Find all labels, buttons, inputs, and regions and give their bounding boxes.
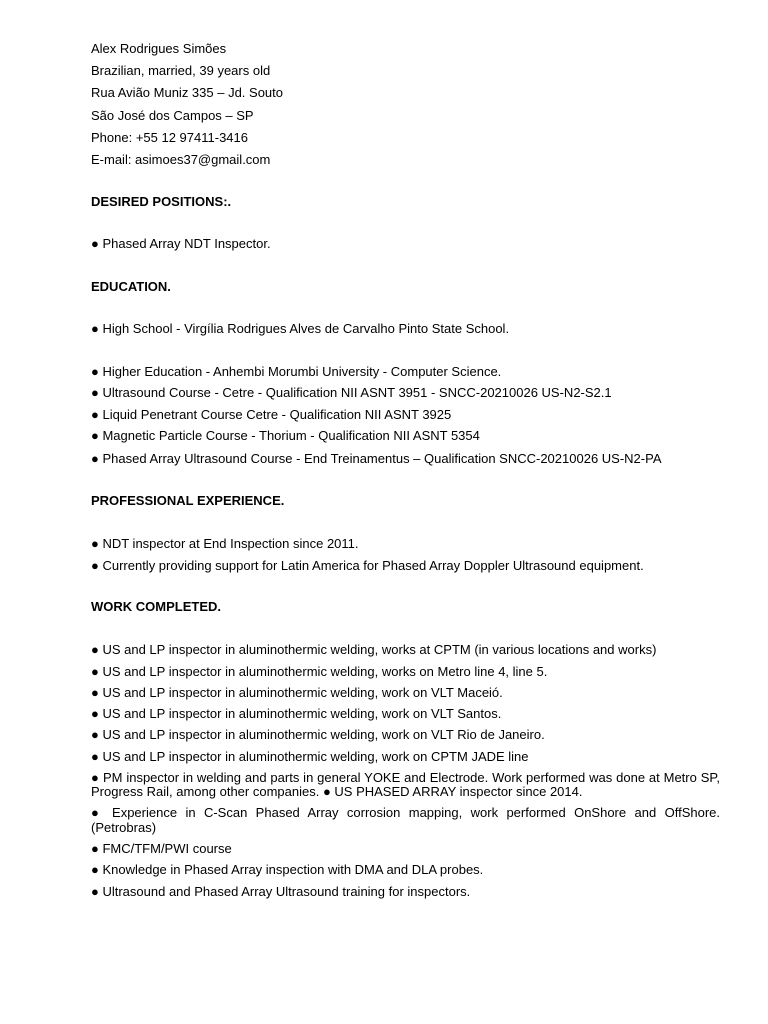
list-item: ● US and LP inspector in aluminothermic welding, works on Metro line 4, line 5. bbox=[91, 664, 548, 679]
paragraph-line: ● PM inspector in welding and parts in general YOKE and Electrode. Work performed was done at Metro SP, bbox=[91, 770, 720, 785]
list-item: ● High School - Virgília Rodrigues Alves de Carvalho Pinto State School. bbox=[91, 321, 510, 336]
address-street: Rua Avião Muniz 335 – Jd. Souto bbox=[91, 85, 283, 100]
section-heading: WORK COMPLETED. bbox=[91, 599, 221, 614]
list-item: ● US and LP inspector in aluminothermic welding, work on VLT Maceió. bbox=[91, 685, 503, 700]
list-item: ● Phased Array Ultrasound Course - End Treinamentus – Qualification SNCC-20210026 US-N2-PA bbox=[91, 451, 662, 466]
list-item: ● Ultrasound and Phased Array Ultrasound training for inspectors. bbox=[91, 884, 471, 899]
personal-info: Brazilian, married, 39 years old bbox=[91, 63, 271, 78]
list-item: ● Currently providing support for Latin America for Phased Array Doppler Ultrasound equipment. bbox=[91, 558, 644, 573]
list-item: ● NDT inspector at End Inspection since 2011. bbox=[91, 536, 359, 551]
address-city: São José dos Campos – SP bbox=[91, 108, 254, 123]
phone-number: Phone: +55 12 97411-3416 bbox=[91, 130, 248, 145]
paragraph-line: (Petrobras) bbox=[91, 820, 157, 835]
list-item: ● Liquid Penetrant Course Cetre - Qualification NII ASNT 3925 bbox=[91, 407, 452, 422]
list-item: ● US and LP inspector in aluminothermic welding, works at CPTM (in various locations and works) bbox=[91, 642, 657, 657]
list-item: ● Ultrasound Course - Cetre - Qualification NII ASNT 3951 - SNCC-20210026 US-N2-S2.1 bbox=[91, 385, 612, 400]
list-item: ● US and LP inspector in aluminothermic welding, work on CPTM JADE line bbox=[91, 749, 529, 764]
list-item: ● US and LP inspector in aluminothermic welding, work on VLT Santos. bbox=[91, 706, 502, 721]
section-heading: EDUCATION. bbox=[91, 279, 171, 294]
email-address: E-mail: asimoes37@gmail.com bbox=[91, 152, 271, 167]
list-item: ● Phased Array NDT Inspector. bbox=[91, 236, 271, 251]
list-item: ● Magnetic Particle Course - Thorium - Qualification NII ASNT 5354 bbox=[91, 428, 480, 443]
list-item: ● Knowledge in Phased Array inspection with DMA and DLA probes. bbox=[91, 862, 484, 877]
section-heading: PROFESSIONAL EXPERIENCE. bbox=[91, 493, 285, 508]
list-item: ● Higher Education - Anhembi Morumbi University - Computer Science. bbox=[91, 364, 502, 379]
section-heading: DESIRED POSITIONS:. bbox=[91, 194, 232, 209]
list-item: ● FMC/TFM/PWI course bbox=[91, 841, 232, 856]
list-item: ● US and LP inspector in aluminothermic welding, work on VLT Rio de Janeiro. bbox=[91, 727, 545, 742]
candidate-name: Alex Rodrigues Simões bbox=[91, 41, 227, 56]
paragraph-line: Progress Rail, among other companies. ● US PHASED ARRAY inspector since 2014. bbox=[91, 784, 583, 799]
paragraph-line: ● Experience in C-Scan Phased Array corrosion mapping, work performed OnShore and OffShore. bbox=[91, 805, 720, 820]
